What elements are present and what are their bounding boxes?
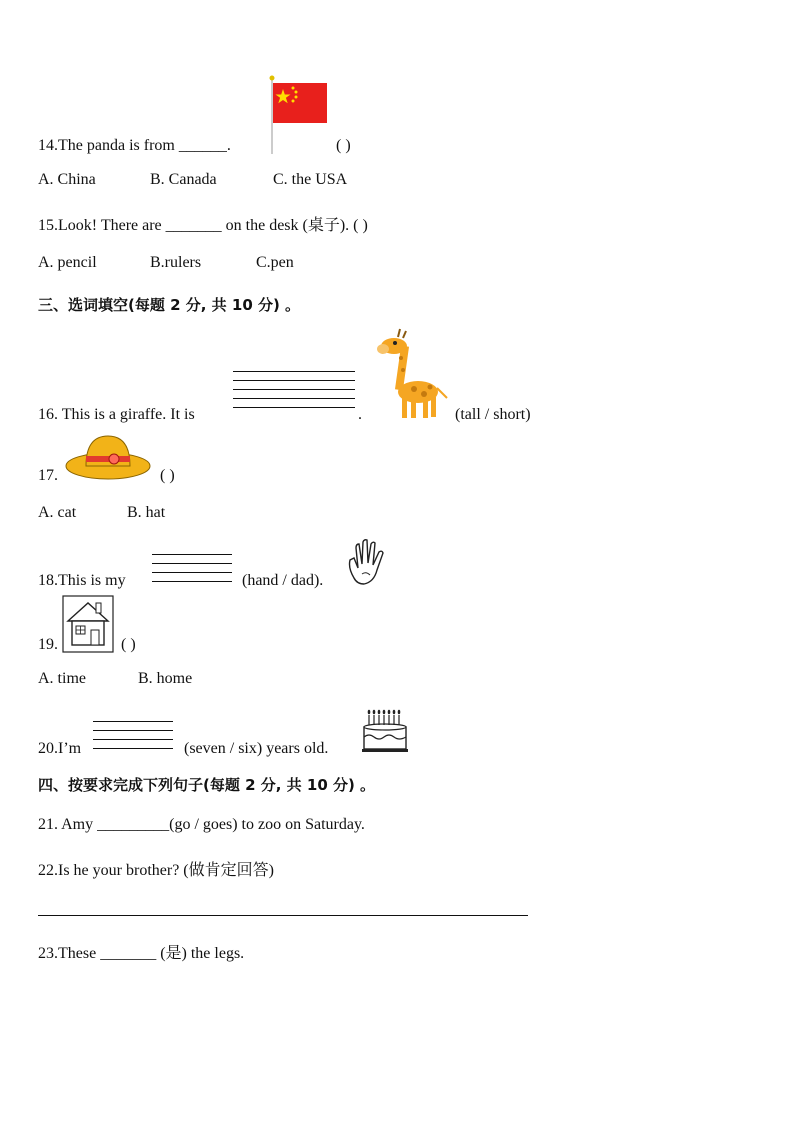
q22-text: 22.Is he your brother? (做肯定回答) (38, 862, 274, 879)
q16-prefix: 16. This is a giraffe. It is (38, 406, 195, 423)
q16-writing-lines[interactable] (233, 371, 355, 416)
china-flag-icon (268, 74, 330, 154)
giraffe-icon (370, 326, 450, 422)
q17-option-b: B. hat (127, 504, 166, 521)
q19-number: 19. (38, 636, 58, 653)
q14-option-c: C. the USA (273, 171, 348, 188)
q15-text: 15.Look! There are _______ on the desk (桌子). ( ) (38, 217, 368, 234)
q15-option-c: C.pen (256, 254, 294, 271)
q20-prefix: 20.I’m (38, 740, 82, 757)
q23-text: 23.These _______ (是) the legs. (38, 945, 245, 962)
q20-writing-lines[interactable] (93, 721, 173, 757)
q15-option-a: A. pencil (38, 254, 97, 271)
section-4-title: 四、按要求完成下列句子(每题 2 分, 共 10 分) 。 (38, 776, 376, 794)
q14-option-b: B. Canada (150, 171, 217, 188)
q14-answer-paren[interactable]: ( ) (336, 137, 351, 154)
q19-option-a: A. time (38, 670, 86, 687)
q14-option-a: A. China (38, 171, 96, 188)
house-icon (62, 595, 114, 653)
q18-choices: (hand / dad). (242, 572, 324, 589)
q21-text: 21. Amy _________(go / goes) to zoo on Saturday. (38, 816, 365, 833)
q20-suffix: (seven / six) years old. (184, 740, 329, 757)
section-3-title: 三、选词填空(每题 2 分, 共 10 分) 。 (38, 296, 301, 314)
q19-option-b: B. home (138, 670, 193, 687)
q17-number: 17. (38, 467, 58, 484)
q18-writing-lines[interactable] (152, 554, 232, 590)
birthday-cake-icon (360, 707, 410, 753)
q19-answer-paren[interactable]: ( ) (121, 636, 136, 653)
hand-icon (344, 538, 390, 586)
q16-choices: (tall / short) (455, 406, 531, 423)
q16-suffix: . (358, 406, 362, 423)
q17-option-a: A. cat (38, 504, 77, 521)
hat-icon (64, 432, 152, 484)
q15-option-b: B.rulers (150, 254, 202, 271)
q22-answer-line[interactable] (38, 915, 528, 916)
q18-prefix: 18.This is my (38, 572, 126, 589)
q17-answer-paren[interactable]: ( ) (160, 467, 175, 484)
q14-text: 14.The panda is from ______. (38, 137, 231, 154)
